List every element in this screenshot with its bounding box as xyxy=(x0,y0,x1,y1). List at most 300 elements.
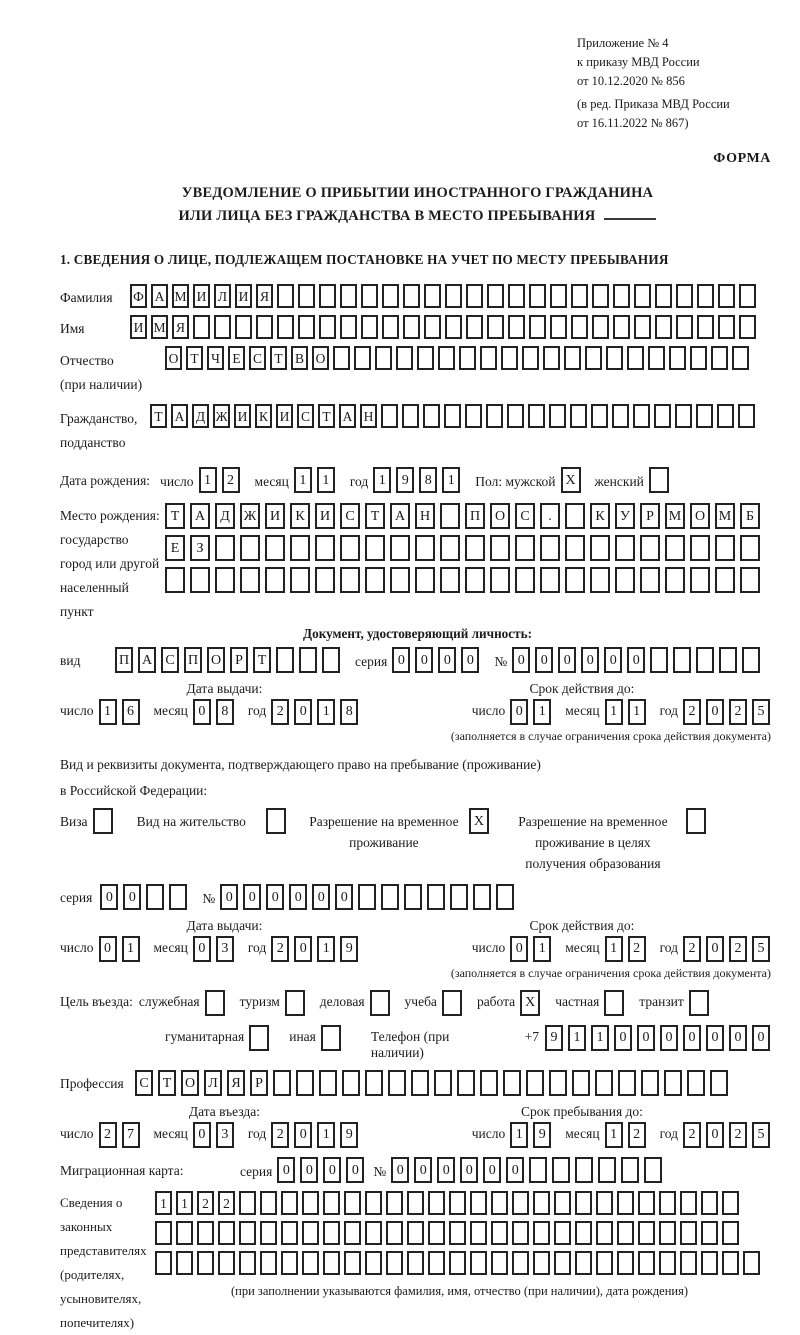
char-box[interactable]: 0 xyxy=(335,884,353,910)
char-box[interactable]: Т xyxy=(165,503,185,529)
char-box[interactable] xyxy=(680,1221,697,1245)
char-box[interactable] xyxy=(554,1221,571,1245)
char-box[interactable] xyxy=(591,404,608,428)
char-box[interactable]: 1 xyxy=(199,467,217,493)
char-box[interactable]: Т xyxy=(253,647,271,673)
char-box[interactable] xyxy=(239,1191,256,1215)
char-box[interactable] xyxy=(240,567,260,593)
checkbox-business-trip[interactable] xyxy=(205,990,225,1016)
char-box[interactable]: Л xyxy=(214,284,231,308)
char-box[interactable]: 2 xyxy=(683,699,701,725)
char-box[interactable] xyxy=(687,1070,705,1096)
char-box[interactable]: 0 xyxy=(414,1157,432,1183)
char-box[interactable]: Я xyxy=(256,284,273,308)
char-box[interactable] xyxy=(596,1221,613,1245)
char-box[interactable] xyxy=(491,1251,508,1275)
char-box[interactable] xyxy=(613,284,630,308)
char-box[interactable] xyxy=(470,1221,487,1245)
char-box[interactable] xyxy=(615,567,635,593)
char-box[interactable]: 2 xyxy=(683,1122,701,1148)
char-box[interactable]: О xyxy=(181,1070,199,1096)
char-box[interactable] xyxy=(710,1070,728,1096)
char-box[interactable]: О xyxy=(165,346,182,370)
char-box[interactable]: 8 xyxy=(340,699,358,725)
char-box[interactable] xyxy=(515,535,535,561)
char-box[interactable]: Н xyxy=(415,503,435,529)
char-box[interactable]: С xyxy=(297,404,314,428)
char-box[interactable]: 8 xyxy=(216,699,234,725)
char-box[interactable]: 2 xyxy=(729,1122,747,1148)
char-box[interactable] xyxy=(365,1251,382,1275)
char-box[interactable] xyxy=(739,284,756,308)
char-box[interactable] xyxy=(490,535,510,561)
char-box[interactable]: 0 xyxy=(614,1025,632,1051)
char-box[interactable] xyxy=(470,1251,487,1275)
char-box[interactable] xyxy=(552,1157,570,1183)
char-box[interactable]: 2 xyxy=(222,467,240,493)
char-box[interactable]: А xyxy=(151,284,168,308)
char-box[interactable]: Р xyxy=(640,503,660,529)
char-box[interactable] xyxy=(648,346,665,370)
char-box[interactable]: О xyxy=(312,346,329,370)
char-box[interactable]: О xyxy=(490,503,510,529)
char-box[interactable]: И xyxy=(265,503,285,529)
char-box[interactable] xyxy=(592,315,609,339)
char-box[interactable] xyxy=(503,1070,521,1096)
char-box[interactable] xyxy=(423,404,440,428)
char-box[interactable] xyxy=(501,346,518,370)
char-box[interactable]: 9 xyxy=(340,936,358,962)
char-box[interactable] xyxy=(165,567,185,593)
char-box[interactable] xyxy=(290,567,310,593)
char-box[interactable] xyxy=(665,567,685,593)
char-box[interactable] xyxy=(296,1070,314,1096)
char-box[interactable]: С xyxy=(515,503,535,529)
char-box[interactable] xyxy=(550,284,567,308)
char-box[interactable] xyxy=(276,647,294,673)
char-box[interactable] xyxy=(664,1070,682,1096)
char-box[interactable]: 0 xyxy=(706,699,724,725)
char-box[interactable] xyxy=(449,1251,466,1275)
char-box[interactable] xyxy=(465,404,482,428)
char-box[interactable] xyxy=(718,284,735,308)
char-box[interactable]: Т xyxy=(365,503,385,529)
char-box[interactable]: 0 xyxy=(461,647,479,673)
char-box[interactable] xyxy=(549,404,566,428)
char-box[interactable]: У xyxy=(615,503,635,529)
char-box[interactable] xyxy=(550,315,567,339)
char-box[interactable] xyxy=(260,1221,277,1245)
char-box[interactable]: 1 xyxy=(99,699,117,725)
char-box[interactable] xyxy=(403,315,420,339)
char-box[interactable] xyxy=(565,503,585,529)
char-box[interactable] xyxy=(190,567,210,593)
char-box[interactable] xyxy=(319,1070,337,1096)
char-box[interactable]: М xyxy=(151,315,168,339)
char-box[interactable]: 0 xyxy=(193,699,211,725)
char-box[interactable] xyxy=(570,404,587,428)
char-box[interactable]: 0 xyxy=(289,884,307,910)
char-box[interactable] xyxy=(361,315,378,339)
char-box[interactable]: В xyxy=(291,346,308,370)
char-box[interactable]: 1 xyxy=(605,1122,623,1148)
char-box[interactable] xyxy=(197,1251,214,1275)
char-box[interactable]: 1 xyxy=(317,467,335,493)
char-box[interactable] xyxy=(515,567,535,593)
char-box[interactable] xyxy=(465,567,485,593)
char-box[interactable] xyxy=(722,1221,739,1245)
char-box[interactable] xyxy=(696,404,713,428)
char-box[interactable] xyxy=(659,1221,676,1245)
char-box[interactable]: И xyxy=(130,315,147,339)
char-box[interactable] xyxy=(675,404,692,428)
char-box[interactable] xyxy=(281,1191,298,1215)
char-box[interactable] xyxy=(322,647,340,673)
char-box[interactable] xyxy=(740,535,760,561)
char-box[interactable] xyxy=(571,315,588,339)
char-box[interactable]: 3 xyxy=(216,1122,234,1148)
char-box[interactable]: 2 xyxy=(683,936,701,962)
char-box[interactable]: 0 xyxy=(193,936,211,962)
char-box[interactable] xyxy=(382,315,399,339)
char-box[interactable]: П xyxy=(115,647,133,673)
char-box[interactable]: М xyxy=(715,503,735,529)
char-box[interactable] xyxy=(340,315,357,339)
char-box[interactable] xyxy=(365,567,385,593)
char-box[interactable] xyxy=(281,1221,298,1245)
char-box[interactable]: 1 xyxy=(568,1025,586,1051)
char-box[interactable]: 1 xyxy=(317,1122,335,1148)
char-box[interactable] xyxy=(508,284,525,308)
char-box[interactable] xyxy=(340,284,357,308)
char-box[interactable]: Т xyxy=(158,1070,176,1096)
char-box[interactable]: 1 xyxy=(294,467,312,493)
char-box[interactable]: 1 xyxy=(122,936,140,962)
char-box[interactable]: 2 xyxy=(628,1122,646,1148)
char-box[interactable] xyxy=(680,1251,697,1275)
char-box[interactable] xyxy=(381,884,399,910)
char-box[interactable] xyxy=(634,315,651,339)
char-box[interactable] xyxy=(403,284,420,308)
char-box[interactable]: 1 xyxy=(533,699,551,725)
char-box[interactable]: 0 xyxy=(391,1157,409,1183)
char-box[interactable] xyxy=(277,284,294,308)
char-box[interactable] xyxy=(743,1251,760,1275)
char-box[interactable] xyxy=(424,284,441,308)
char-box[interactable]: П xyxy=(465,503,485,529)
char-box[interactable] xyxy=(342,1070,360,1096)
char-box[interactable] xyxy=(617,1251,634,1275)
checkbox-male[interactable]: X xyxy=(561,467,581,493)
char-box[interactable] xyxy=(496,884,514,910)
char-box[interactable]: Д xyxy=(192,404,209,428)
char-box[interactable]: 5 xyxy=(752,699,770,725)
char-box[interactable]: 0 xyxy=(123,884,141,910)
char-box[interactable] xyxy=(508,315,525,339)
char-box[interactable] xyxy=(415,535,435,561)
char-box[interactable] xyxy=(466,284,483,308)
checkbox-female[interactable] xyxy=(649,467,669,493)
char-box[interactable] xyxy=(690,346,707,370)
char-box[interactable] xyxy=(273,1070,291,1096)
char-box[interactable]: 0 xyxy=(277,1157,295,1183)
char-box[interactable] xyxy=(722,1251,739,1275)
char-box[interactable] xyxy=(407,1251,424,1275)
char-box[interactable] xyxy=(612,404,629,428)
char-box[interactable]: 9 xyxy=(545,1025,563,1051)
char-box[interactable]: 1 xyxy=(510,1122,528,1148)
char-box[interactable]: 2 xyxy=(271,936,289,962)
char-box[interactable] xyxy=(424,315,441,339)
char-box[interactable]: Л xyxy=(204,1070,222,1096)
char-box[interactable] xyxy=(676,284,693,308)
char-box[interactable]: Т xyxy=(150,404,167,428)
char-box[interactable] xyxy=(315,567,335,593)
char-box[interactable]: Ф xyxy=(130,284,147,308)
char-box[interactable]: 1 xyxy=(317,699,335,725)
char-box[interactable]: 0 xyxy=(300,1157,318,1183)
char-box[interactable]: А xyxy=(339,404,356,428)
char-box[interactable]: Е xyxy=(165,535,185,561)
char-box[interactable] xyxy=(354,346,371,370)
char-box[interactable] xyxy=(176,1221,193,1245)
char-box[interactable]: Д xyxy=(215,503,235,529)
char-box[interactable] xyxy=(445,284,462,308)
char-box[interactable] xyxy=(722,1191,739,1215)
char-box[interactable] xyxy=(358,884,376,910)
char-box[interactable] xyxy=(388,1070,406,1096)
char-box[interactable]: 5 xyxy=(752,936,770,962)
char-box[interactable] xyxy=(340,535,360,561)
char-box[interactable] xyxy=(218,1221,235,1245)
char-box[interactable] xyxy=(218,1251,235,1275)
char-box[interactable]: И xyxy=(315,503,335,529)
char-box[interactable] xyxy=(323,1251,340,1275)
char-box[interactable]: 2 xyxy=(271,699,289,725)
char-box[interactable]: Я xyxy=(227,1070,245,1096)
char-box[interactable]: 0 xyxy=(706,1025,724,1051)
checkbox-work[interactable]: X xyxy=(520,990,540,1016)
char-box[interactable] xyxy=(633,404,650,428)
char-box[interactable]: К xyxy=(290,503,310,529)
char-box[interactable] xyxy=(427,884,445,910)
char-box[interactable] xyxy=(260,1191,277,1215)
char-box[interactable] xyxy=(718,315,735,339)
char-box[interactable] xyxy=(302,1191,319,1215)
char-box[interactable] xyxy=(449,1221,466,1245)
char-box[interactable] xyxy=(618,1070,636,1096)
char-box[interactable] xyxy=(323,1221,340,1245)
char-box[interactable] xyxy=(239,1221,256,1245)
char-box[interactable] xyxy=(641,1070,659,1096)
char-box[interactable] xyxy=(449,1191,466,1215)
char-box[interactable] xyxy=(596,1191,613,1215)
char-box[interactable] xyxy=(575,1221,592,1245)
char-box[interactable] xyxy=(659,1251,676,1275)
char-box[interactable]: 2 xyxy=(218,1191,235,1215)
char-box[interactable] xyxy=(526,1070,544,1096)
char-box[interactable] xyxy=(719,647,737,673)
char-box[interactable] xyxy=(333,346,350,370)
checkbox-transit[interactable] xyxy=(689,990,709,1016)
char-box[interactable] xyxy=(235,315,252,339)
char-box[interactable]: 0 xyxy=(100,884,118,910)
char-box[interactable]: 2 xyxy=(628,936,646,962)
char-box[interactable] xyxy=(592,284,609,308)
char-box[interactable] xyxy=(638,1221,655,1245)
char-box[interactable]: 2 xyxy=(729,936,747,962)
char-box[interactable] xyxy=(571,284,588,308)
char-box[interactable]: 0 xyxy=(438,647,456,673)
char-box[interactable] xyxy=(480,1070,498,1096)
char-box[interactable]: Б xyxy=(740,503,760,529)
char-box[interactable]: 1 xyxy=(533,936,551,962)
char-box[interactable]: 1 xyxy=(176,1191,193,1215)
char-box[interactable] xyxy=(617,1191,634,1215)
char-box[interactable] xyxy=(450,884,468,910)
char-box[interactable] xyxy=(361,284,378,308)
char-box[interactable] xyxy=(627,346,644,370)
checkbox-temp-residence[interactable]: X xyxy=(469,808,489,834)
char-box[interactable] xyxy=(554,1251,571,1275)
char-box[interactable]: 0 xyxy=(729,1025,747,1051)
checkbox-other[interactable] xyxy=(321,1025,341,1051)
char-box[interactable] xyxy=(701,1251,718,1275)
char-box[interactable]: 0 xyxy=(752,1025,770,1051)
char-box[interactable] xyxy=(480,346,497,370)
char-box[interactable]: Р xyxy=(250,1070,268,1096)
char-box[interactable]: 9 xyxy=(396,467,414,493)
char-box[interactable] xyxy=(440,503,460,529)
char-box[interactable]: И xyxy=(235,284,252,308)
char-box[interactable]: 7 xyxy=(122,1122,140,1148)
char-box[interactable] xyxy=(344,1191,361,1215)
char-box[interactable] xyxy=(640,535,660,561)
char-box[interactable]: 0 xyxy=(510,936,528,962)
char-box[interactable]: 0 xyxy=(660,1025,678,1051)
char-box[interactable] xyxy=(315,535,335,561)
char-box[interactable] xyxy=(298,284,315,308)
char-box[interactable]: 2 xyxy=(729,699,747,725)
char-box[interactable]: 0 xyxy=(294,1122,312,1148)
char-box[interactable] xyxy=(344,1251,361,1275)
char-box[interactable]: И xyxy=(276,404,293,428)
char-box[interactable] xyxy=(697,315,714,339)
checkbox-business[interactable] xyxy=(370,990,390,1016)
char-box[interactable] xyxy=(512,1221,529,1245)
char-box[interactable]: 0 xyxy=(535,647,553,673)
char-box[interactable] xyxy=(690,567,710,593)
char-box[interactable] xyxy=(490,567,510,593)
char-box[interactable] xyxy=(512,1191,529,1215)
char-box[interactable] xyxy=(549,1070,567,1096)
char-box[interactable] xyxy=(650,647,668,673)
char-box[interactable] xyxy=(466,315,483,339)
char-box[interactable]: А xyxy=(138,647,156,673)
char-box[interactable]: 0 xyxy=(506,1157,524,1183)
char-box[interactable] xyxy=(240,535,260,561)
char-box[interactable] xyxy=(598,1157,616,1183)
char-box[interactable]: С xyxy=(135,1070,153,1096)
char-box[interactable] xyxy=(487,315,504,339)
char-box[interactable] xyxy=(522,346,539,370)
char-box[interactable] xyxy=(697,284,714,308)
checkbox-residence-permit[interactable] xyxy=(266,808,286,834)
char-box[interactable] xyxy=(428,1251,445,1275)
char-box[interactable] xyxy=(717,404,734,428)
checkbox-study[interactable] xyxy=(442,990,462,1016)
char-box[interactable] xyxy=(606,346,623,370)
char-box[interactable]: 2 xyxy=(271,1122,289,1148)
char-box[interactable] xyxy=(740,567,760,593)
char-box[interactable]: 0 xyxy=(193,1122,211,1148)
char-box[interactable] xyxy=(465,535,485,561)
char-box[interactable]: 0 xyxy=(706,1122,724,1148)
char-box[interactable] xyxy=(444,404,461,428)
char-box[interactable]: 0 xyxy=(460,1157,478,1183)
char-box[interactable] xyxy=(215,567,235,593)
char-box[interactable]: 0 xyxy=(604,647,622,673)
char-box[interactable]: Е xyxy=(228,346,245,370)
char-box[interactable] xyxy=(715,535,735,561)
char-box[interactable] xyxy=(215,535,235,561)
char-box[interactable] xyxy=(457,1070,475,1096)
char-box[interactable] xyxy=(440,567,460,593)
char-box[interactable] xyxy=(701,1191,718,1215)
char-box[interactable]: 2 xyxy=(197,1191,214,1215)
char-box[interactable]: 5 xyxy=(752,1122,770,1148)
char-box[interactable]: . xyxy=(540,503,560,529)
char-box[interactable]: 0 xyxy=(706,936,724,962)
char-box[interactable] xyxy=(690,535,710,561)
char-box[interactable] xyxy=(615,535,635,561)
char-box[interactable] xyxy=(407,1191,424,1215)
char-box[interactable] xyxy=(323,1191,340,1215)
char-box[interactable]: О xyxy=(690,503,710,529)
char-box[interactable]: 6 xyxy=(122,699,140,725)
char-box[interactable]: 1 xyxy=(317,936,335,962)
char-box[interactable]: 1 xyxy=(591,1025,609,1051)
char-box[interactable] xyxy=(655,284,672,308)
char-box[interactable] xyxy=(440,535,460,561)
char-box[interactable] xyxy=(381,404,398,428)
char-box[interactable] xyxy=(529,284,546,308)
char-box[interactable] xyxy=(638,1191,655,1215)
char-box[interactable]: Т xyxy=(318,404,335,428)
char-box[interactable] xyxy=(290,535,310,561)
char-box[interactable] xyxy=(554,1191,571,1215)
char-box[interactable] xyxy=(473,884,491,910)
char-box[interactable] xyxy=(491,1191,508,1215)
char-box[interactable] xyxy=(386,1221,403,1245)
char-box[interactable] xyxy=(197,1221,214,1245)
char-box[interactable] xyxy=(533,1251,550,1275)
char-box[interactable] xyxy=(302,1251,319,1275)
char-box[interactable] xyxy=(299,647,317,673)
char-box[interactable]: Т xyxy=(186,346,203,370)
char-box[interactable]: 0 xyxy=(312,884,330,910)
char-box[interactable]: 1 xyxy=(373,467,391,493)
char-box[interactable] xyxy=(487,284,504,308)
char-box[interactable] xyxy=(459,346,476,370)
char-box[interactable]: 0 xyxy=(683,1025,701,1051)
char-box[interactable]: 0 xyxy=(294,936,312,962)
char-box[interactable]: 0 xyxy=(99,936,117,962)
char-box[interactable]: С xyxy=(340,503,360,529)
char-box[interactable]: Ж xyxy=(240,503,260,529)
char-box[interactable] xyxy=(428,1221,445,1245)
char-box[interactable] xyxy=(445,315,462,339)
